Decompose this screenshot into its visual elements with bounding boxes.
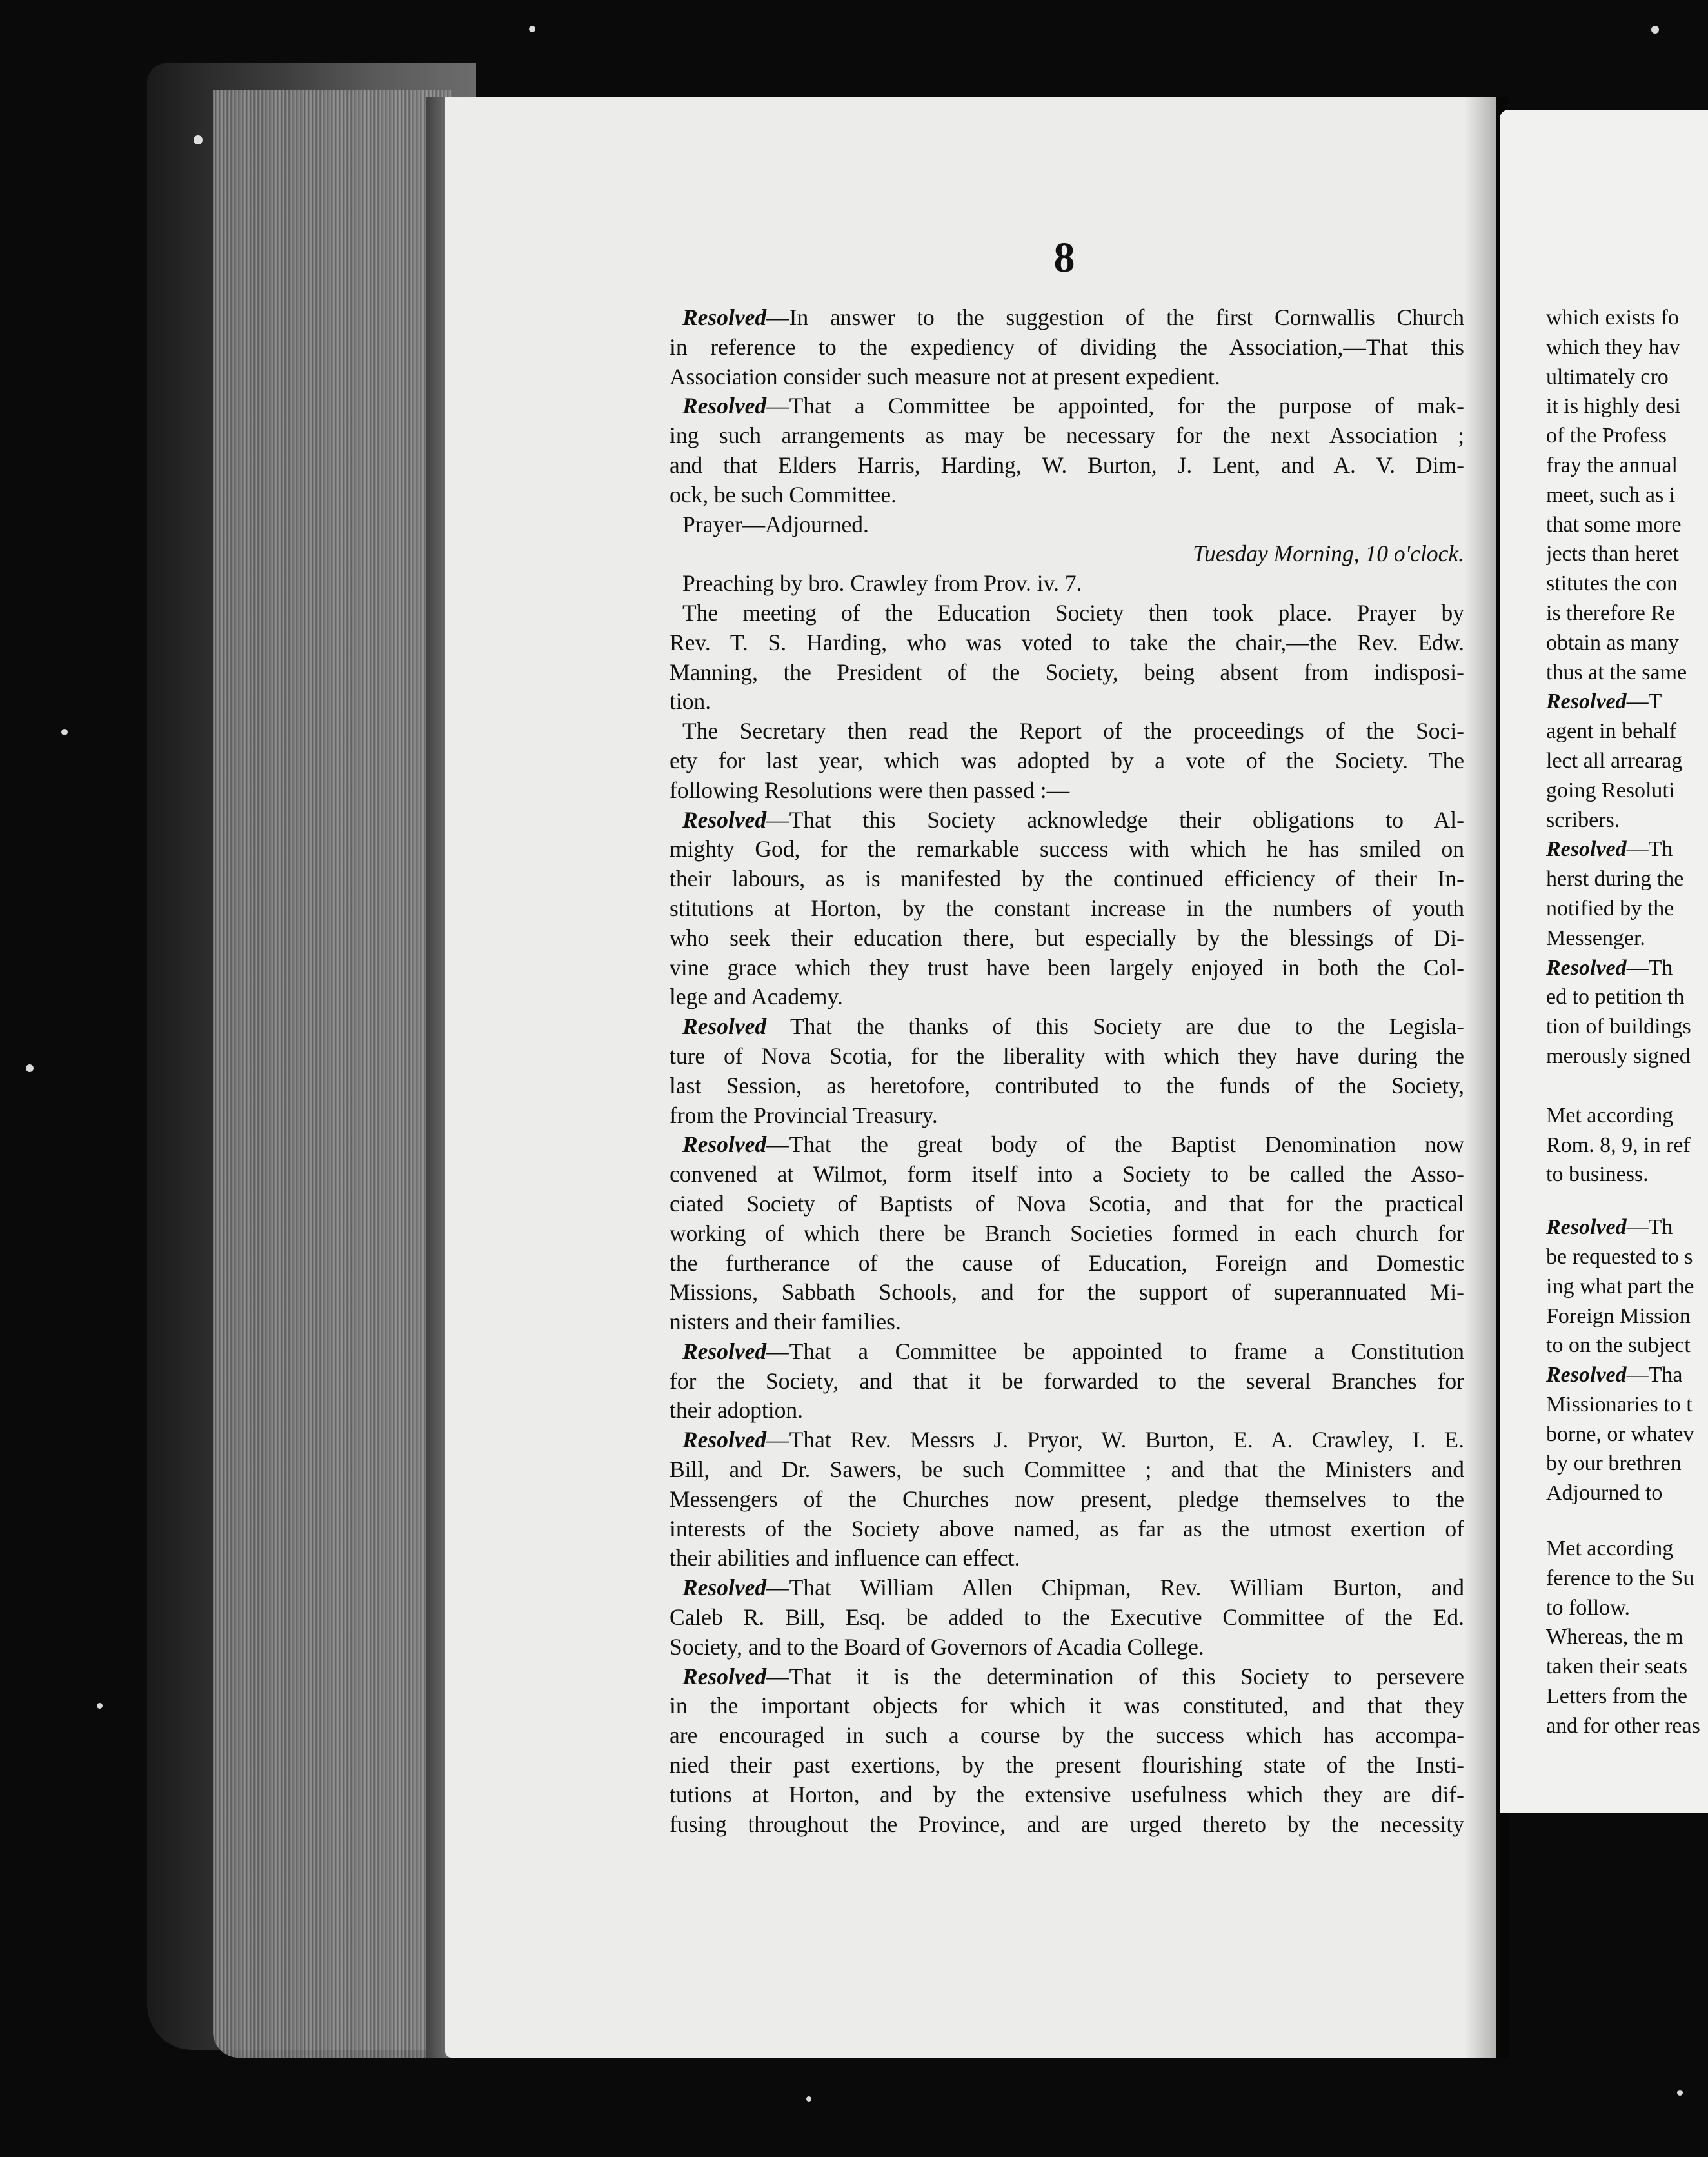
text-line: lege and Academy. xyxy=(670,984,843,1010)
text-line: vine grace which they trust have been largely enjoyed in both the Col- xyxy=(670,954,1464,980)
text-line: meet, such as i xyxy=(1546,482,1676,507)
text-line: Missions, Sabbath Schools, and for the support of superannuated Mi- xyxy=(670,1279,1464,1306)
text-line: tion. xyxy=(670,688,711,715)
text-line: going Resoluti xyxy=(1546,778,1675,802)
dust-speck xyxy=(529,26,535,32)
text-line: by our brethren xyxy=(1546,1451,1682,1476)
text-line: Resolved—That Rev. Messrs J. Pryor, W. Burton, E. A. Crawley, I. E. xyxy=(682,1427,1464,1453)
resolved-keyword: Resolved xyxy=(1546,837,1627,862)
text-line: Messenger. xyxy=(1546,926,1645,950)
text-line: borne, or whatev xyxy=(1546,1422,1694,1446)
resolved-keyword: Resolved xyxy=(682,1575,767,1601)
text-line: which exists fo xyxy=(1546,306,1679,330)
text-line: to follow. xyxy=(1546,1595,1631,1620)
text-line: their abilities and influence can effect. xyxy=(670,1545,1020,1571)
text-line: in reference to the expediency of dividing the Association,—That this xyxy=(670,333,1464,360)
resolved-keyword: Resolved xyxy=(1546,690,1627,714)
text-line: Society, and to the Board of Governors of Acadia College. xyxy=(670,1633,1204,1660)
text-line: is therefore Re xyxy=(1546,601,1676,625)
text-line: The meeting of the Education Society then took place. Prayer by xyxy=(682,599,1464,626)
text-line: obtain as many xyxy=(1546,630,1679,655)
text-line: stitutions at Horton, by the constant increase in the numbers of youth xyxy=(670,895,1464,921)
text-line: tion of buildings xyxy=(1546,1015,1691,1039)
text-line: convened at Wilmot, form itself into a Society to be called the Asso- xyxy=(670,1161,1464,1188)
text-line: Resolved—Th xyxy=(1546,955,1673,980)
resolved-keyword: Resolved xyxy=(682,393,767,419)
text-line: Bill, and Dr. Sawers, be such Committee ; and that the Ministers and xyxy=(670,1456,1464,1483)
text-line: ety for last year, which was adopted by a vote of the Society. The xyxy=(670,747,1464,773)
text-line: ciated Society of Baptists of Nova Scotia, and that for the practical xyxy=(670,1190,1464,1217)
text-line: who seek their education there, but especially by the blessings of Di- xyxy=(670,924,1464,951)
text-line: agent in behalf xyxy=(1546,719,1677,744)
text-line: stitutes the con xyxy=(1546,572,1678,596)
text-line: mighty God, for the remarkable success with which he has smiled on xyxy=(670,836,1464,862)
text-line: Letters from the xyxy=(1546,1684,1688,1709)
text-line: Caleb R. Bill, Esq. be added to the Executive Committee of the Ed. xyxy=(670,1604,1464,1631)
text-line: to business. xyxy=(1546,1162,1649,1187)
text-line: Resolved—That a Committee be appointed, for the purpose of mak- xyxy=(682,393,1464,419)
text-line: of the Profess xyxy=(1546,424,1667,448)
text-line: be requested to s xyxy=(1546,1244,1693,1269)
right-page-text xyxy=(1546,303,1708,1741)
text-line: tutions at Horton, and by the extensive usefulness which they are dif- xyxy=(670,1781,1464,1807)
dust-speck xyxy=(1651,26,1659,34)
resolved-keyword: Resolved xyxy=(1546,1215,1627,1240)
text-line: Resolved—Tha xyxy=(1546,1363,1683,1387)
text-line: Resolved—Th xyxy=(1546,1215,1673,1240)
dust-speck xyxy=(806,2096,811,2102)
text-line: jects than heret xyxy=(1546,542,1679,566)
text-line: Messengers of the Churches now present, pledge themselves to the xyxy=(670,1486,1464,1512)
text-line: Foreign Mission xyxy=(1546,1304,1691,1328)
text-line: The Secretary then read the Report of the proceedings of the Soci- xyxy=(682,718,1464,744)
text-line: are encouraged in such a course by the success which has accompa- xyxy=(670,1722,1464,1749)
text-line: Resolved—T xyxy=(1546,690,1662,714)
text-line: interests of the Society above named, as far as the utmost exertion of xyxy=(670,1515,1464,1542)
text-line: Resolved—That William Allen Chipman, Rev. William Burton, and xyxy=(682,1575,1464,1601)
text-line: ultimately cro xyxy=(1546,364,1669,389)
text-line: following Resolutions were then passed :— xyxy=(670,777,1070,803)
section-heading: Tuesday Morning, 10 o'clock. xyxy=(1193,541,1464,567)
left-page-text xyxy=(670,303,1464,1839)
text-line: it is highly desi xyxy=(1546,394,1681,419)
text-line: ference to the Su xyxy=(1546,1566,1694,1590)
text-line: notified by the xyxy=(1546,896,1674,920)
resolved-keyword: Resolved xyxy=(682,304,767,330)
text-line: nied their past exertions, by the present flourishing state of the Insti- xyxy=(670,1752,1464,1778)
text-line: fray the annual xyxy=(1546,453,1678,477)
text-line: ing such arrangements as may be necessary for the next Association ; xyxy=(670,422,1464,449)
text-line: Preaching by bro. Crawley from Prov. iv. 7. xyxy=(682,570,1082,597)
text-line: lect all arrearag xyxy=(1546,748,1683,773)
text-line: Met according xyxy=(1546,1536,1674,1561)
text-line: ture of Nova Scotia, for the liberality with which they have during the xyxy=(670,1042,1464,1069)
text-line: Rom. 8, 9, in ref xyxy=(1546,1133,1691,1157)
text-line: Resolved—That it is the determination of this Society to persevere xyxy=(682,1663,1464,1689)
text-line: scribers. xyxy=(1546,808,1620,832)
text-line: taken their seats xyxy=(1546,1655,1688,1679)
text-line: merously signed xyxy=(1546,1044,1691,1068)
resolved-keyword: Resolved xyxy=(1546,955,1627,980)
resolved-keyword: Resolved xyxy=(682,1131,767,1158)
text-line: from the Provincial Treasury. xyxy=(670,1102,938,1128)
text-line: Resolved That the thanks of this Society are due to the Legisla- xyxy=(682,1013,1464,1040)
text-line: the furtherance of the cause of Education, Foreign and Domestic xyxy=(670,1249,1464,1276)
text-line: Met according xyxy=(1546,1103,1674,1128)
dust-speck xyxy=(1677,2090,1683,2096)
text-line: for the Society, and that it be forwarded to the several Branches for xyxy=(670,1367,1464,1394)
resolved-keyword: Resolved xyxy=(682,1427,767,1453)
text-line: last Session, as heretofore, contributed to the funds of the Society, xyxy=(670,1072,1464,1098)
text-line: nisters and their families. xyxy=(670,1309,901,1335)
text-line: Manning, the President of the Society, being absent from indisposi- xyxy=(670,659,1464,685)
text-line: ing what part the xyxy=(1546,1274,1694,1298)
resolved-keyword: Resolved xyxy=(682,1663,767,1689)
text-line: their labours, as is manifested by the continued efficiency of their In- xyxy=(670,866,1464,892)
text-line: in the important objects for which it was constituted, and that they xyxy=(670,1693,1464,1719)
text-line: Missionaries to t xyxy=(1546,1392,1693,1416)
text-line: and that Elders Harris, Harding, W. Burton, J. Lent, and A. V. Dim- xyxy=(670,452,1464,478)
text-line: working of which there be Branch Societies formed in each church for xyxy=(670,1220,1464,1246)
text-line: Adjourned to xyxy=(1546,1481,1663,1506)
text-line: Resolved—Th xyxy=(1546,837,1673,862)
text-line: their adoption. xyxy=(670,1397,804,1424)
resolved-keyword: Resolved xyxy=(682,806,767,833)
page-edges xyxy=(213,90,452,2058)
text-line: Whereas, the m xyxy=(1546,1625,1683,1649)
text-line: Rev. T. S. Harding, who was voted to take the chair,—the Rev. Edw. xyxy=(670,629,1464,655)
text-line: and for other reas xyxy=(1546,1713,1700,1738)
text-line: to on the subject xyxy=(1546,1333,1691,1358)
resolved-keyword: Resolved xyxy=(682,1013,767,1040)
text-line: Prayer—Adjourned. xyxy=(682,511,869,537)
dust-speck xyxy=(26,1064,34,1072)
text-line: which they hav xyxy=(1546,335,1680,359)
text-line: fusing throughout the Province, and are urged thereto by the necessity xyxy=(670,1811,1464,1837)
text-line: herst during the xyxy=(1546,867,1684,891)
resolved-keyword: Resolved xyxy=(1546,1363,1627,1387)
text-line: Association consider such measure not at present expedient. xyxy=(670,363,1220,390)
text-line: Resolved—That the great body of the Baptist Denomination now xyxy=(682,1131,1464,1158)
text-line: ed to petition th xyxy=(1546,985,1685,1009)
resolved-keyword: Resolved xyxy=(682,1338,767,1364)
text-line: that some more xyxy=(1546,512,1682,537)
dust-speck xyxy=(61,729,68,735)
text-line: Resolved—That a Committee be appointed to frame a Constitution xyxy=(682,1338,1464,1364)
text-line: ock, be such Committee. xyxy=(670,481,897,508)
text-line: Resolved—In answer to the suggestion of the first Cornwallis Church xyxy=(682,304,1464,330)
page-number: 8 xyxy=(1053,234,1075,281)
dust-speck xyxy=(194,135,203,144)
dust-speck xyxy=(97,1703,103,1709)
text-line: thus at the same xyxy=(1546,660,1687,684)
text-line: Resolved—That this Society acknowledge their obligations to Al- xyxy=(682,806,1464,833)
